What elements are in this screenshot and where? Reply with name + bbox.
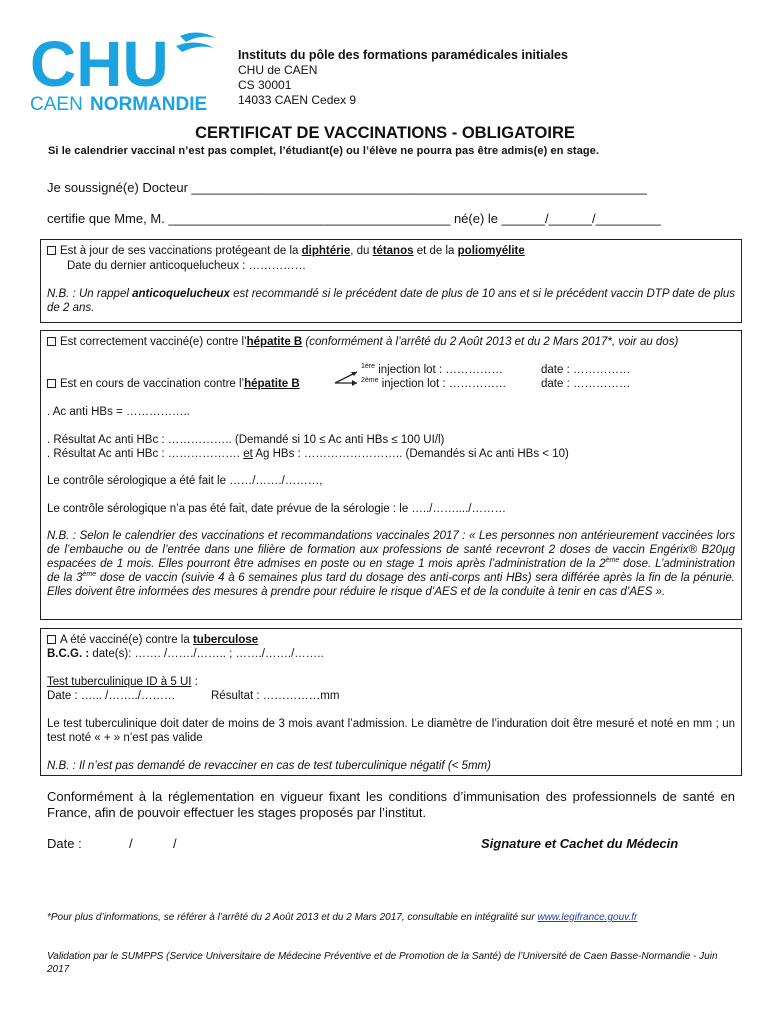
- injection-1-lot-field[interactable]: $^{1ère}$ injection lot : ……………: [361, 363, 503, 376]
- tuberculosis-nb-note: N.B. : Il n’est pas demandé de revacciner en cas de test tuberculinique négatif (< 5mm): [47, 760, 491, 772]
- logo-caen-text: CAEN: [30, 94, 83, 115]
- ac-hbc-ag-hbs-field[interactable]: . Résultat Ac anti HBc : ………………. et Ag HBs : …………………….. (Demandés si Ac anti HBs < 10): [47, 448, 569, 460]
- hepb-in-progress-checkbox[interactable]: [47, 379, 56, 388]
- certificate-date-field[interactable]: [82, 834, 222, 852]
- footnote: *Pour plus d’informations, se référer à l’arrêté du 2 Août 2013 et du 2 Mars 2017, consultable en intégralité sur www.legifrance.gouv.fr: [47, 912, 638, 923]
- institution-name: Instituts du pôle des formations paramédicales initiales: [238, 48, 568, 62]
- address-line-2: CS 30001: [238, 78, 292, 92]
- tuberculosis-checkbox[interactable]: [47, 635, 56, 644]
- conformity-statement: Conformément à la réglementation en vigueur fixant les conditions d’immunisation des professionnels de santé en France, afin de pouvoir effectuer les stages proposés par l’institut.: [47, 789, 735, 820]
- tuberculin-test-result-field[interactable]: Résultat : ……………mm: [211, 690, 340, 702]
- branch-arrow-icon: [333, 367, 361, 387]
- bcg-dates-field[interactable]: B.C.G. : date(s): ……. /……./…….. ; ……./……./……..: [47, 648, 324, 660]
- hepb-vaccinated-checkbox[interactable]: [47, 337, 56, 346]
- tuberculin-test-heading: Test tuberculinique ID à 5 UI :: [47, 676, 198, 688]
- doctor-name-field[interactable]: Je soussigné(e) Docteur _______________________________________________________________: [47, 180, 647, 195]
- injection-2-date-field[interactable]: date : ……………: [541, 378, 631, 390]
- logo-normandie-text: NORMANDIE: [90, 94, 208, 115]
- serology-planned-field[interactable]: Le contrôle sérologique n’a pas été fait, date prévue de la sérologie : le …../……..../………: [47, 503, 506, 515]
- address-line-3: 14033 CAEN Cedex 9: [238, 93, 357, 107]
- hepb-nb-note: N.B. : Selon le calendrier des vaccinations et recommandations vaccinales 2017 : « Les personnes non antérieurement vaccinées lors de l’embauche ou de l’entrée dans une filière de formation aux professions de santé recevront 2 doses de vaccin Engérix® B20µg espacées de 1 mois. Elles pourront être admises en poste ou en stage 1 mois après l’administration de la 2ème dose. L’administration de la 3ème dose de vaccin (suivie 4 à 6 semaines plus tard du dosage des anti-corps anti HBs) sera différée après la fin de la pénurie. Elles doivent être informées des mesures à prendre pour réduire le risque d’AES et de la conduite à tenir en cas d’AES ».: [47, 530, 735, 598]
- date-label: Date :: [47, 836, 82, 851]
- hepatitis-b-section: [40, 330, 742, 620]
- dtp-section: Est à jour de ses vaccinations protégeant de la diphtérie, du tétanos et de la poliomyélite Date du dernier anticoquelucheux : …………… N.B. : Un rappel anticoquelucheux est recommandé si le précédent date de plus de 10 ans et si le précédent vaccin DTP date de plus de 2 ans.: [40, 239, 742, 323]
- last-pertussis-date-field[interactable]: Date du dernier anticoquelucheux : ……………: [67, 260, 307, 272]
- chu-caen-normandie-logo: [30, 30, 220, 116]
- injection-1-date-field[interactable]: date : ……………: [541, 364, 631, 376]
- dtp-nb-note: N.B. : Un rappel anticoquelucheux est recommandé si le précédent date de plus de 10 ans et si le précédent vaccin DTP date de plus de 2 ans.: [47, 288, 736, 314]
- hepb-vaccinated-line: Est correctement vacciné(e) contre l’hépatite B (conformément à l’arrêté du 2 Août 2013 et du 2 Mars 2017*, voir au dos): [47, 335, 735, 349]
- logo-swoosh-icon-2: [176, 42, 214, 52]
- warning-note: Si le calendrier vaccinal n’est pas complet, l’étudiant(e) ou l’élève ne pourra pas être admis(e) en stage.: [48, 145, 600, 157]
- dtp-checkbox[interactable]: [47, 246, 56, 255]
- logo-chu-text: CHU: [30, 30, 169, 100]
- document-title: CERTIFICAT DE VACCINATIONS - OBLIGATOIRE: [195, 124, 575, 142]
- tuberculin-test-date-field[interactable]: Date : …... /……../………: [47, 690, 176, 702]
- tuberculin-test-rule: Le test tuberculinique doit dater de moins de 3 mois avant l’admission. Le diamètre de l’induration doit être mesuré et noté en mm ; un test noté « + » n’est pas valide: [47, 718, 735, 744]
- patient-identity-field[interactable]: certifie que Mme, M. _______________________________________ né(e) le ______/______/_________: [47, 211, 661, 226]
- tuberculosis-section: A été vacciné(e) contre la tuberculose B.C.G. : date(s): ……. /……./…….. ; ……./……./…….. Test tuberculinique ID à 5 UI : Date : …... /……../……… Résultat : ……………mm Le test tuberculinique doit dater de moins de 3 mois avant l’admission. Le diamètre de l’induration doit être mesuré et noté en mm ; un test noté « + » n’est pas valide N.B. : Il n’est pas demandé de revacciner en cas de test tuberculinique négatif (< 5mm): [40, 628, 742, 776]
- institution-address: [238, 48, 568, 108]
- ac-anti-hbs-field[interactable]: . Ac anti HBs = ……………..: [47, 406, 190, 418]
- date-slash-1: /: [129, 836, 133, 851]
- logo-swoosh-icon: [180, 32, 216, 42]
- serology-done-field[interactable]: Le contrôle sérologique a été fait le ……/……./………,: [47, 475, 323, 487]
- hepb-in-progress-line: Est en cours de vaccination contre l’hépatite B: [47, 377, 735, 391]
- validation-note: Validation par le SUMPPS (Service Universitaire de Médecine Préventive et de Promotion de la Santé) de l’Université de Caen Basse-Normandie - Juin 2017: [47, 951, 718, 975]
- address-line-1: CHU de CAEN: [238, 63, 318, 77]
- legifrance-link[interactable]: www.legifrance.gouv.fr: [537, 912, 638, 923]
- doctor-signature-label: Signature et Cachet du Médecin: [481, 836, 679, 851]
- date-slash-2: /: [173, 836, 177, 851]
- injection-2-lot-field[interactable]: $^{2ème}$ injection lot : ……………: [361, 377, 507, 390]
- ac-anti-hbc-field[interactable]: . Résultat Ac anti HBc : …………….. (Demandé si 10 ≤ Ac anti HBs ≤ 100 UI/l): [47, 434, 445, 446]
